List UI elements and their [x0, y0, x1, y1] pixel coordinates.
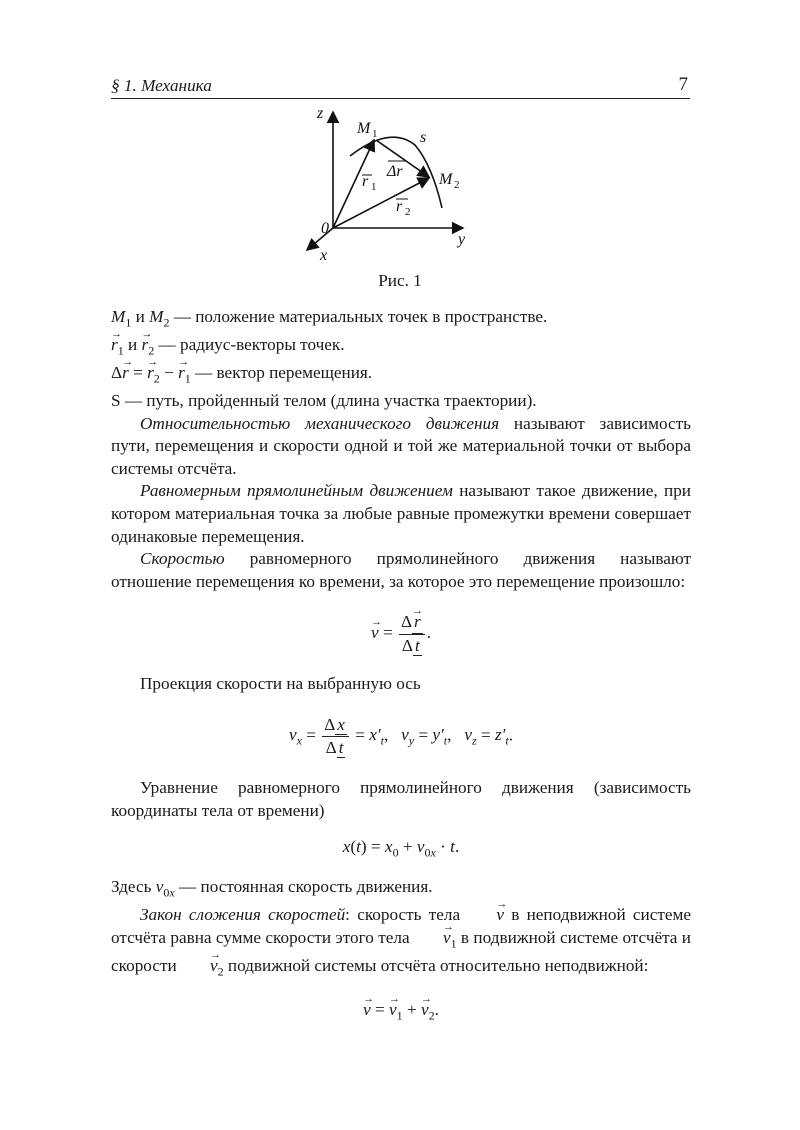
m1-label: M: [357, 120, 371, 137]
origin-label: 0: [321, 220, 329, 237]
equation-velocity-addition: → v = → $v_1$ + → $v_2$.: [111, 999, 691, 1027]
y-label: y: [458, 231, 466, 248]
r2-label: r: [396, 198, 403, 215]
paragraph-uniform-motion: Равномерным прямолинейным движением называют такое движение, при котором материальная точка за любые равные промежутки времени совершает одинаковые перемещения.: [111, 481, 691, 546]
running-header: [111, 74, 690, 99]
m2-subscript: 2: [454, 179, 460, 191]
s-label: s: [420, 129, 427, 146]
delta-r-label: Δr: [387, 163, 403, 180]
paragraph-projection: Проекция скорости на выбранную ось: [140, 674, 421, 694]
page-number: 7: [678, 74, 688, 95]
definition-delta-r: Δ→ r = → $r_2$ − → $r_1$ — вектор перемещения.: [111, 362, 691, 390]
definition-m1-m2: $M_1$ и $M_2$ — положение материальных точек в пространстве.: [111, 307, 548, 330]
definition-r1-r2: → $r_1$ $и \to r_2$ — радиус-векторы точек.: [111, 334, 691, 362]
r2-subscript: 2: [405, 206, 411, 218]
r2-vector: [333, 178, 429, 228]
paragraph-here: Здесь $v_{0x}$ — постоянная скорость движения.: [111, 877, 433, 900]
equation-motion: $x(t) = x_0 + v_{0x} \cdot t$.: [342, 837, 460, 860]
paragraph-relativity: Относительностью механического движения называют зависимость пути, перемещения и скорости одной и той же материальной точки от выбора системы отсчёта.: [111, 413, 691, 478]
section-title: § 1. Механика: [111, 76, 212, 95]
body-text: [111, 306, 691, 1043]
figure-caption: Рис. 1: [378, 271, 422, 290]
equation-velocity: → v = $\frac{\Delta\to r}{\text{Δ t}}$ .: [111, 611, 691, 657]
x-label: x: [320, 247, 328, 264]
paragraph-velocity-addition: Закон сложения скоростей: скорость тела → v в неподвижной системе отсчёта равна сумме скорости этого тела → $v_1$ в подвижной системе отсчёта и скорости → $v_2$ подвижной системы отсчёта относительно неподвижной:: [111, 904, 691, 983]
m2-label: M: [439, 171, 453, 188]
paragraph-velocity: Скоростью равномерного прямолинейного движения называют отношение перемещения ко времени, за которое это перемещение произошло:: [111, 549, 691, 591]
figure-trajectory-diagram: [290, 100, 490, 270]
equation-projections: $v_x$ = $\frac{\text{Δ x}}{\text{Δ t}}$ = $x'_t$, $v_y = y'_t$, $v_z = z'_t$.: [288, 715, 514, 758]
definition-path: S — путь, пройденный телом (длина участка траектории).: [111, 391, 537, 411]
m1-subscript: 1: [372, 128, 378, 140]
z-label: z: [317, 105, 324, 122]
r1-subscript: 1: [371, 181, 377, 193]
r1-label: r: [362, 173, 369, 190]
paragraph-equation-of-motion: Уравнение равномерного прямолинейного движения (зависимость координаты тела от времени): [111, 778, 691, 820]
